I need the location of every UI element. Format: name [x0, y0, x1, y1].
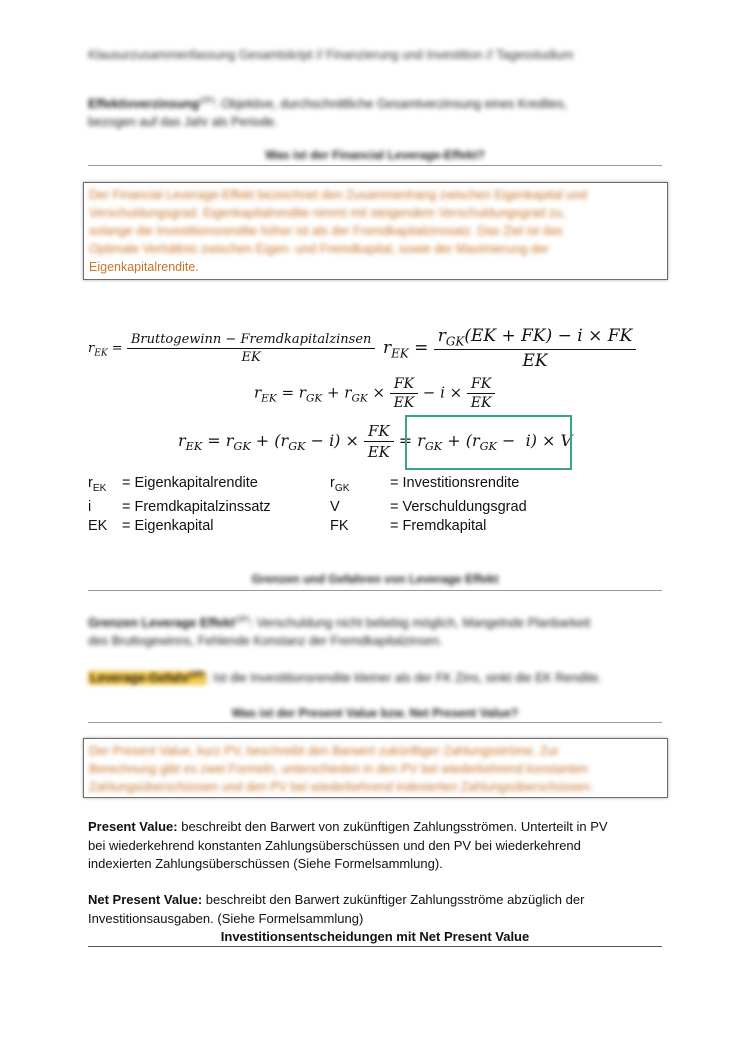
- formula-subscript: EK: [94, 348, 108, 359]
- legend-description: = Verschuldungsgrad: [390, 498, 527, 515]
- present-value-term: Present Value:: [88, 819, 178, 834]
- section-heading-present-value: Was ist der Present Value bzw. Net Present Value?: [231, 706, 519, 720]
- gefahr-term: Leverage-Gefahr: [90, 671, 190, 686]
- fraction: $\frac{FK}{EK}$: [390, 376, 418, 411]
- legend-row: [88, 474, 527, 498]
- formula-ek-bruttogewinn: $r_{EK}$ = $\frac{\text{Bruttogewinn − Fremdkapitalzinsen}}{EK}$: [88, 332, 375, 365]
- gefahr-paragraph: [88, 666, 668, 687]
- effektiv-paragraph: [88, 92, 668, 131]
- fraction: $\frac{FK}{EK}$: [364, 422, 394, 461]
- answer-line: solange die Investitionsrendite höher ist als der Fremdkapitalzinssatz. Das Ziel ist das: [89, 224, 563, 238]
- fraction: $\frac{FK}{EK}$: [467, 376, 495, 411]
- section-heading-leverage: Was ist der Financial Leverage-Effekt?: [265, 148, 485, 162]
- legend-row: [88, 517, 527, 536]
- fraction-denominator: EK: [522, 351, 548, 372]
- answer-line: Der Present Value, kurz PV, beschreibt den Barwert zukünftiger Zahlungsströme. Zur: [89, 744, 559, 758]
- fraction-denominator: EK: [241, 350, 261, 365]
- grenzen-paragraph: [88, 611, 668, 650]
- answer-line: Zahlungsüberschüssen und den PV bei wiederkehrend indexierten Zahlungsüberschüssen.: [89, 780, 594, 794]
- gefahr-term-highlight: [88, 671, 206, 685]
- formula-ek-expanded: $r_{EK} = r_{GK} + r_{GK}$ × $\frac{FK}{EK}$ − i × $\frac{FK}{EK}$: [254, 376, 495, 411]
- fraction-numerator: [434, 326, 637, 350]
- legend-symbol: EK: [88, 517, 108, 534]
- answer-line: Optimale Verhältnis zwischen Eigen- und Fremdkapital, sowie der Maximierung der: [89, 242, 549, 256]
- effektiv-text-2: bezogen auf das Jahr als Periode.: [88, 115, 278, 130]
- effektiv-text-1: : Objektive, durchschnittliche Gesamtverzinsung eines Kredites,: [214, 97, 568, 112]
- legend-subscript: GK: [334, 482, 350, 494]
- present-value-text: bei wiederkehrend konstanten Zahlungsüberschüssen und den PV bei wiederkehrend: [88, 837, 581, 853]
- net-present-value-paragraph: [88, 891, 668, 928]
- legend-description: = Fremdkapital: [390, 517, 487, 534]
- effektiv-points: (2P): [199, 96, 215, 105]
- legend-description: = Investitionsrendite: [390, 475, 520, 491]
- section-divider: [88, 722, 662, 723]
- section-divider: [88, 946, 662, 947]
- symbol-legend: [88, 474, 527, 536]
- section-divider: [88, 165, 662, 166]
- answer-leverage-text: [89, 186, 664, 258]
- net-present-value-text: Investitionsausgaben. (Siehe Formelsammlung): [88, 910, 364, 926]
- gefahr-points: (2P): [189, 670, 205, 679]
- answer-present-value-text: [89, 742, 664, 796]
- legend-description: = Eigenkapital: [122, 517, 214, 534]
- fraction-numerator: Bruttogewinn − Fremdkapitalzinsen: [127, 332, 376, 349]
- legend-row: [88, 498, 527, 517]
- legend-symbol: r: [330, 475, 335, 491]
- answer-line: Der Financial Leverage-Effekt bezeichnet den Zusammenhang zwischen Eigenkapital und: [89, 188, 587, 202]
- formula-symbol: r: [383, 338, 392, 359]
- formula-ek-gk: $r_{EK}$ = $\frac{r_{GK}(EK + FK) - i \times FK}{EK}$: [383, 326, 636, 371]
- grenzen-text-2: des Bruttogewinns, Fehlende Konstanz der Fremdkapitalzinsen.: [88, 634, 443, 649]
- legend-symbol: FK: [330, 517, 349, 534]
- effektiv-term: Effektivverzinsung: [88, 97, 200, 112]
- result-highlight-box: [405, 415, 572, 470]
- legend-symbol: V: [330, 498, 340, 515]
- formula-ek-verschuldung: $r_{EK} = r_{GK} + (r_{GK} - i)$ × $\frac{FK}{EK}$ = $r_{GK} + (r_{GK} - i) \times V$: [178, 422, 573, 461]
- grenzen-text-1: : Verschuldung nicht beliebig möglich, Mangelnde Planbarkeit: [249, 616, 591, 631]
- net-present-value-text: beschreibt den Barwert zukünftiger Zahlungsströme abzüglich der: [202, 892, 585, 907]
- legend-subscript: EK: [92, 482, 107, 494]
- legend-description: = Fremdkapitalzinssatz: [122, 498, 271, 515]
- section-divider: [88, 590, 662, 591]
- answer-line-last: Eigenkapitalrendite.: [89, 260, 199, 274]
- answer-line: Verschuldungsgrad. Eigenkapitalrendite nimmt mit steigendem Verschuldungsgrad zu,: [89, 206, 566, 220]
- formula-symbol: r: [437, 326, 446, 346]
- fraction: [127, 332, 376, 365]
- gefahr-text: : Ist die Investitionsrendite kleiner als der FK Zins, sinkt die EK Rendite.: [206, 671, 602, 686]
- section-heading-investitionsentscheidungen: Investitionsentscheidungen mit Net Present Value: [220, 929, 530, 944]
- grenzen-points: (2P): [234, 615, 250, 624]
- formula-symbol: r: [88, 341, 95, 356]
- legend-symbol: i: [88, 498, 92, 515]
- document-header: Klausurzusammenfassung Gesamtskript // Finanzierung und Investition // Tagesstudium: [88, 48, 574, 62]
- formula-subscript: GK: [445, 334, 465, 349]
- present-value-text: indexierten Zahlungsüberschüssen (Siehe Formelsammlung).: [88, 856, 443, 871]
- present-value-paragraph: [88, 818, 668, 874]
- fraction: [434, 326, 637, 371]
- legend-description: = Eigenkapitalrendite: [122, 475, 258, 491]
- legend-symbol: r: [88, 475, 93, 491]
- grenzen-term: Grenzen Leverage Effekt: [88, 616, 235, 631]
- answer-line: Berechnung gibt es zwei Formeln, unterschieden in den PV bei wiederkehrend konstanten: [89, 762, 588, 776]
- formula-expression: (EK + FK) − i × FK: [464, 326, 633, 346]
- formula-subscript: EK: [391, 346, 409, 361]
- section-heading-grenzen: Grenzen und Gefahren von Leverage Effekt: [251, 572, 499, 586]
- present-value-text: beschreibt den Barwert von zukünftigen Zahlungsströmen. Unterteilt in PV: [177, 819, 608, 834]
- net-present-value-term: Net Present Value:: [88, 892, 203, 907]
